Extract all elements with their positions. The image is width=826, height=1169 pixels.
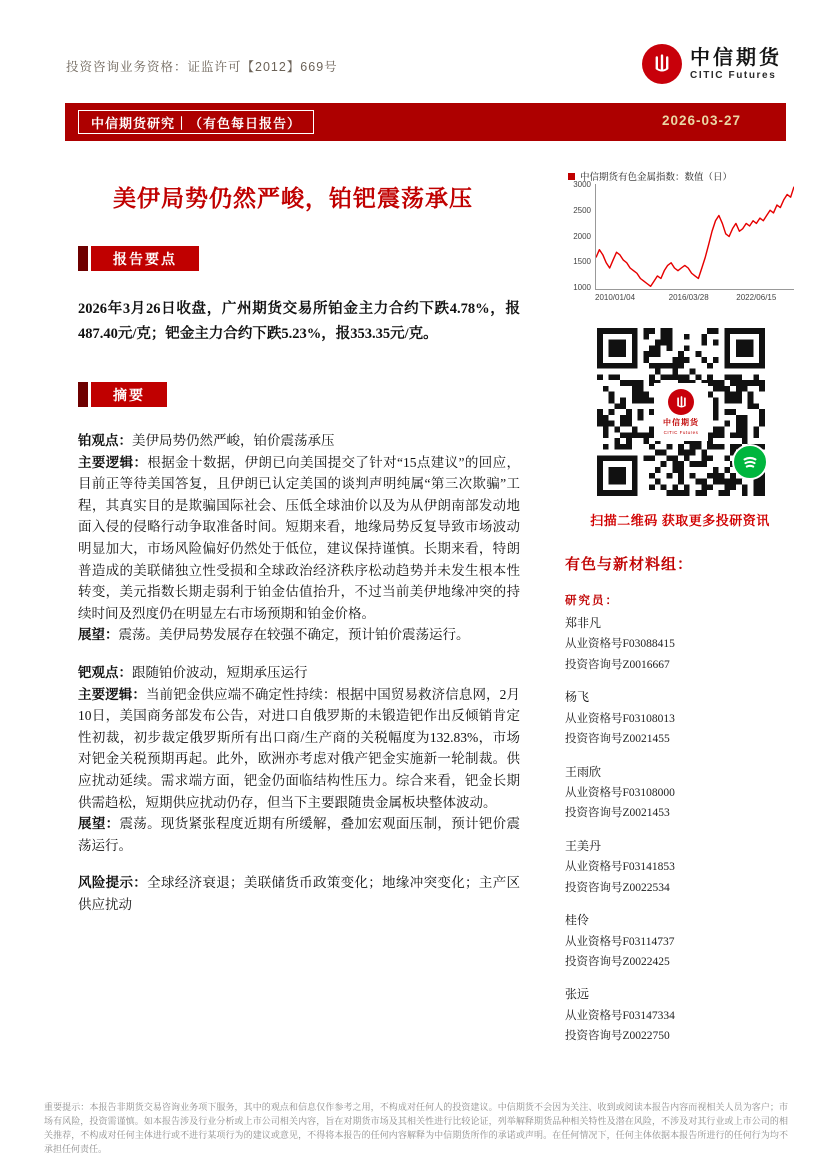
researcher-entry <box>565 762 675 824</box>
chart-x-axis: 2010/01/04 2016/03/28 2022/06/15 <box>595 293 777 302</box>
paragraph-text: 美伊局势仍然严峻，铂价震荡承压 <box>132 433 335 448</box>
paragraph-label: 展望： <box>78 627 119 643</box>
report-body <box>78 430 520 915</box>
researchers-list <box>565 613 675 1047</box>
logo-text <box>690 47 782 82</box>
page-title: 美伊局势仍然严峻，铂钯震荡承压 <box>113 185 473 211</box>
researcher-advisory: 投资咨询号Z0021453 <box>565 807 670 820</box>
paragraph-pd-outlook <box>78 813 520 856</box>
researcher-name: 张远 <box>565 987 590 1002</box>
researcher-entry <box>565 910 675 972</box>
researcher-license: 从业资格号F03108000 <box>565 786 675 799</box>
summary-label: 摘要 <box>91 382 167 407</box>
researcher-license: 从业资格号F03147334 <box>565 1009 675 1022</box>
paragraph-text: 震荡。美伊局势发展存在较强不确定，预计铂价震荡运行。 <box>118 627 470 643</box>
researcher-name: 王美丹 <box>565 838 602 853</box>
researcher-name: 王雨欣 <box>565 764 602 779</box>
researcher-entry <box>565 984 675 1046</box>
researcher-license: 从业资格号F03114737 <box>565 935 675 948</box>
researcher-name: 杨飞 <box>565 690 590 705</box>
banner-date: 2026-03-27 <box>661 113 741 128</box>
highlights-section-header <box>78 246 199 271</box>
researcher-entry <box>565 613 675 675</box>
section-header-accent-square <box>78 246 88 271</box>
qr-caption: 扫描二维码 获取更多投研资讯 <box>590 513 770 528</box>
researchers-label: 研究员： <box>565 595 619 607</box>
paragraph-label: 铂观点： <box>78 433 132 448</box>
citic-logo-icon <box>668 389 694 415</box>
researcher-advisory: 投资咨询号Z0016667 <box>565 658 670 671</box>
paragraph-risk <box>78 872 520 915</box>
qr-logo-name-en: CITIC Futures <box>663 430 699 435</box>
paragraph-text: 跟随铂价波动，短期承压运行 <box>132 664 308 680</box>
banner-series-title: 中信期货研究｜（有色每日报告） <box>78 110 314 134</box>
paragraph-pt-outlook <box>78 624 520 646</box>
social-channel-icon <box>732 444 768 480</box>
qr-logo-name-cn: 中信期货 <box>663 418 699 427</box>
qr-code-block <box>597 328 765 496</box>
researcher-advisory: 投资咨询号Z0022534 <box>565 881 670 894</box>
disclaimer-text: 重要提示：本报告非期货交易咨询业务项下服务，其中的观点和信息仅作参考之用，不构成对任何人的投资建议。中信期货不会因为关注、收到或阅读本报告内容而视相关人员为客户；市场有风险，投资需谨慎。如本报告涉及行业分析或上市公司相关内容，旨在对期货市场及其相关性进行比较论证，列举解释期货品种相关特性及潜在风险，不涉及对其行业或上市公司的相关推荐，不构成对任何主体进行或不进行某项行为的建议或意见，不得将本报告的任何内容解释为中信期货所作的承诺或声明。在任何情况下，任何主体依据本报告所进行的任何行为均不承担任何责任。 <box>44 1102 788 1154</box>
researcher-name: 桂伶 <box>565 913 590 928</box>
highlights-text: 2026年3月26日收盘，广州期货交易所铂金主力合约下跌4.78%，报487.40元/克；钯金主力合约下跌5.23%，报353.35元/克。 <box>78 301 520 342</box>
qualification-text: 投资咨询业务资格：证监许可【2012】669号 <box>66 60 338 74</box>
citic-logo-icon <box>642 44 682 84</box>
paragraph-pd-logic <box>78 684 520 814</box>
qr-center-logo <box>654 383 708 441</box>
researcher-advisory: 投资咨询号Z0022425 <box>565 956 670 969</box>
paragraph-label: 主要逻辑： <box>78 686 147 702</box>
paragraph-text: 根据金十数据，伊朗已向美国提交了针对“15点建议”的回应，目前正等待美国答复，且伊朗已认定美国的谈判声明纯属“第三次欺骗”工程，其真实目的是欺骗国际社会、压低全球油价以及为从伊朗南部发动地面入侵的侵略行动争取准备时间。短期来看，地缘局势反复导致市场波动明显加大，市场风险偏好仍然处于低位，建议保持谨慎。长期来看，特朗普造成的美联储独立性受损和全球政治经济秩序松动趋势并未发生根本性转变，美元指数长期走弱利于铂金估值抬升，不过当前美伊地缘冲突的持续时间及烈度仍在明显左右市场预期和铂金价格。 <box>78 454 521 621</box>
paragraph-label: 钯观点： <box>78 664 132 680</box>
paragraph-text: 当前钯金供应端不确定性持续：根据中国贸易救济信息网，2月10日，美国商务部发布公告，对进口自俄罗斯的未锻造钯作出反倾销肯定性初裁，初步裁定俄罗斯所有出口商/生产商的关税幅度为132.83%，市场对钯金关税预期再起。此外，欧洲亦考虑对俄产钯金实施新一轮制裁。供应扰动延续。需求端方面，钯金仍面临结构性压力。综合来看，钯金长期供需趋松，短期供应扰动仍存，但当下主要跟随贵金属板块整体波动。 <box>78 686 521 810</box>
citic-logo <box>642 44 782 84</box>
legend-marker-icon <box>568 173 575 180</box>
chart-plot <box>595 184 794 290</box>
paragraph-pd-view <box>78 662 520 684</box>
logo-name-cn: 中信期货 <box>690 46 782 69</box>
summary-section-header <box>78 382 167 407</box>
researcher-advisory: 投资咨询号Z0022750 <box>565 1030 670 1043</box>
paragraph-pt-logic <box>78 452 520 625</box>
highlights-label: 报告要点 <box>91 246 199 271</box>
paragraph-text: 震荡。现货紧张程度近期有所缓解，叠加宏观面压制，预计钯价震荡运行。 <box>78 816 521 853</box>
report-banner <box>65 103 786 141</box>
chart-y-axis: 3000 2500 2000 1500 1000 <box>573 180 591 292</box>
researcher-advisory: 投资咨询号Z0021455 <box>565 733 670 746</box>
chart-title-text: 中信期货有色金属指数：数值（日） <box>580 172 733 183</box>
paragraph-label: 展望： <box>78 816 120 832</box>
logo-name-en: CITIC Futures <box>690 69 777 81</box>
metals-index-chart <box>568 180 794 292</box>
team-title: 有色与新材料组： <box>565 556 694 573</box>
researcher-entry <box>565 836 675 898</box>
researcher-entry <box>565 687 675 749</box>
paragraph-text: 全球经济衰退；美联储货币政策变化；地缘冲突变化；主产区供应扰动 <box>78 875 521 912</box>
researcher-license: 从业资格号F03141853 <box>565 861 675 874</box>
paragraph-pt-view <box>78 430 520 452</box>
section-header-accent-square <box>78 382 88 407</box>
paragraph-label: 主要逻辑： <box>78 454 148 470</box>
researcher-license: 从业资格号F03088415 <box>565 638 675 651</box>
paragraph-label: 风险提示： <box>78 875 148 891</box>
researcher-name: 郑非凡 <box>565 616 602 630</box>
researcher-license: 从业资格号F03108013 <box>565 712 675 725</box>
